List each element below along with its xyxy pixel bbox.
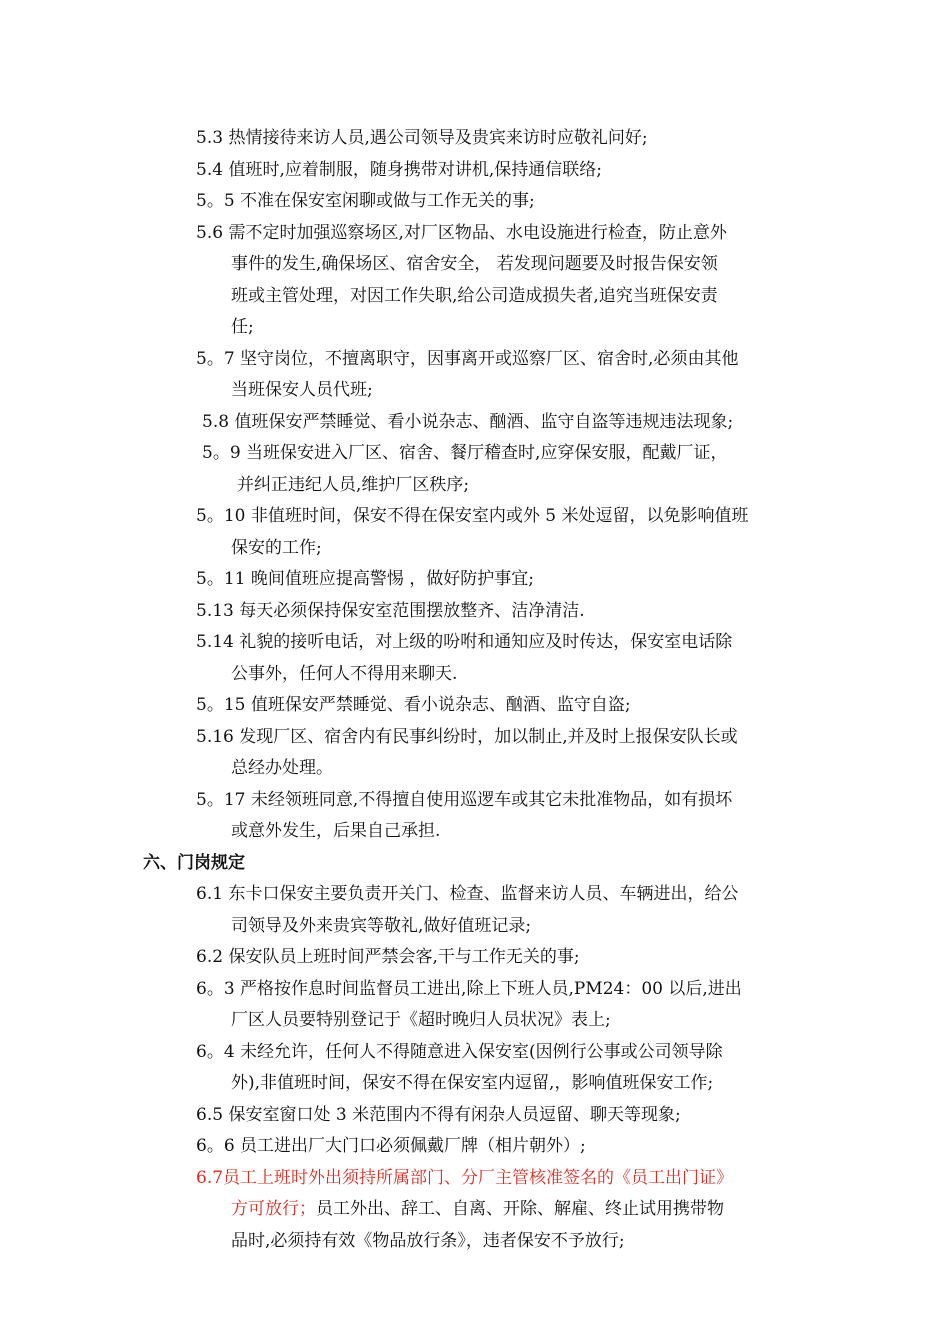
rule-6-5: [196, 1100, 816, 1132]
rule-5-11: [196, 564, 816, 596]
rule-5-8: [202, 407, 822, 439]
rule-line: 5.14 礼貌的接听电话，对上级的吩咐和通知应及时传达，保安室电话除: [196, 632, 733, 652]
rule-line: 6。6 员工进出厂大门口必须佩戴厂牌（相片朝外）;: [196, 1136, 586, 1156]
rule-line: 6.5 保安室窗口处 3 米范围内不得有闲杂人员逗留、聊天等现象;: [196, 1104, 681, 1125]
rule-line: 任;: [231, 317, 254, 337]
rule-line: 并纠正违纪人员,维护厂区秩序;: [237, 474, 470, 495]
rule-5-16: [196, 722, 816, 785]
rule-line: 5.4 值班时,应着制服，随身携带对讲机,保持通信联络;: [196, 159, 602, 180]
rule-line: 事件的发生,确保场区、宿舍安全， 若发现问题要及时报告保安领: [231, 254, 718, 274]
rule-line: 司领导及外来贵宾等敬礼,做好值班记录;: [231, 915, 532, 936]
rule-line: 5.3 热情接待来访人员,遇公司领导及贵宾来访时应敬礼问好;: [196, 128, 648, 148]
section-heading: 六、门岗规定: [143, 852, 245, 873]
rule-line: 6。4 未经允许，任何人不得随意进入保安室(因例行公事或公司领导除: [196, 1041, 723, 1062]
rule-line: 6.1 东卡口保安主要负责开关门、检查、监督来访人员、车辆进出，给公: [196, 884, 739, 904]
rule-line: 公事外，任何人不得用来聊天.: [231, 663, 458, 684]
rule-line: 当班保安人员代班;: [231, 380, 373, 400]
rule-5-3: [196, 123, 816, 155]
rule-6-6: [196, 1131, 816, 1163]
rule-5-9: [202, 438, 822, 501]
rule-5-10: [196, 501, 816, 564]
rule-line: 班或主管处理，对因工作失职,给公司造成损失者,追究当班保安责: [231, 285, 718, 306]
rule-line: 或意外发生，后果自己承担.: [231, 821, 441, 841]
rule-line: 5.8 值班保安严禁睡觉、看小说杂志、酗酒、监守自盗等违规违法现象;: [202, 411, 734, 432]
rule-line: 5.6 需不定时加强巡察场区,对厂区物品、水电设施进行检查，防止意外: [196, 222, 727, 243]
rule-6-7: [196, 1163, 816, 1258]
rule-line: 保安的工作;: [231, 537, 322, 558]
rule-6-1: [196, 879, 816, 942]
rule-6-2: [196, 942, 816, 974]
rule-line: 5。11 晚间值班应提高警惕 ，做好防护事宜;: [196, 569, 534, 589]
rule-line: 5。5 不准在保安室闲聊或做与工作无关的事;: [196, 191, 535, 211]
rule-line: 5。7 坚守岗位，不擅离职守，因事离开或巡察厂区、宿舍时,必须由其他: [196, 348, 739, 369]
rule-6-3: [196, 974, 816, 1037]
rule-line: 5.16 发现厂区、宿舍内有民事纠纷时，加以制止,并及时上报保安队长或: [196, 726, 738, 747]
rule-5-17: [196, 785, 816, 848]
rule-line: 5。15 值班保安严禁睡觉、看小说杂志、酗酒、监守自盗;: [196, 695, 631, 715]
rule-line: 外),非值班时间，保安不得在保安室内逗留,，影响值班保安工作;: [231, 1073, 714, 1093]
rule-text: 员工外出、辞工、自离、开除、解雇、终止试用携带物: [316, 1199, 724, 1219]
rule-5-15: [196, 690, 816, 722]
rule-line: [196, 1163, 816, 1195]
rule-5-7: [196, 344, 816, 407]
rule-5-5: [196, 186, 816, 218]
rule-line: 6.2 保安队员上班时间严禁会客,干与工作无关的事;: [196, 947, 580, 967]
rule-line: 5。17 未经领班同意,不得擅自使用巡逻车或其它未批准物品，如有损坏: [196, 789, 733, 810]
rule-line: 5。10 非值班时间，保安不得在保安室内或外 5 米处逗留，以免影响值班: [196, 506, 749, 526]
rule-line: 6。3 严格按作息时间监督员工进出,除上下班人员,PM24：00 以后,进出: [196, 978, 742, 999]
rule-line: 总经办处理。: [231, 758, 333, 778]
highlighted-text: 方可放行；: [231, 1199, 316, 1219]
rule-5-4: [196, 155, 816, 187]
rule-5-6: [196, 218, 816, 344]
rule-line: 5.13 每天必须保持保安室范围摆放整齐、洁净清洁.: [196, 600, 585, 621]
rule-line: 5。9 当班保安进入厂区、宿舍、餐厅稽查时,应穿保安服，配戴厂证，: [202, 443, 728, 463]
rule-line: 厂区人员要特别登记于《超时晚归人员状况》表上;: [231, 1010, 611, 1030]
rule-line: [196, 1194, 816, 1226]
rule-number: 6.7: [196, 1167, 224, 1188]
highlighted-text: 员工上班时外出须持所属部门、分厂主管核准签名的《员工出门证》: [223, 1167, 734, 1188]
rule-5-13: [196, 596, 816, 628]
rule-6-4: [196, 1037, 816, 1100]
rule-5-14: [196, 627, 816, 690]
rule-line: 品时,必须持有效《物品放行条》，违者保安不予放行;: [231, 1230, 625, 1251]
